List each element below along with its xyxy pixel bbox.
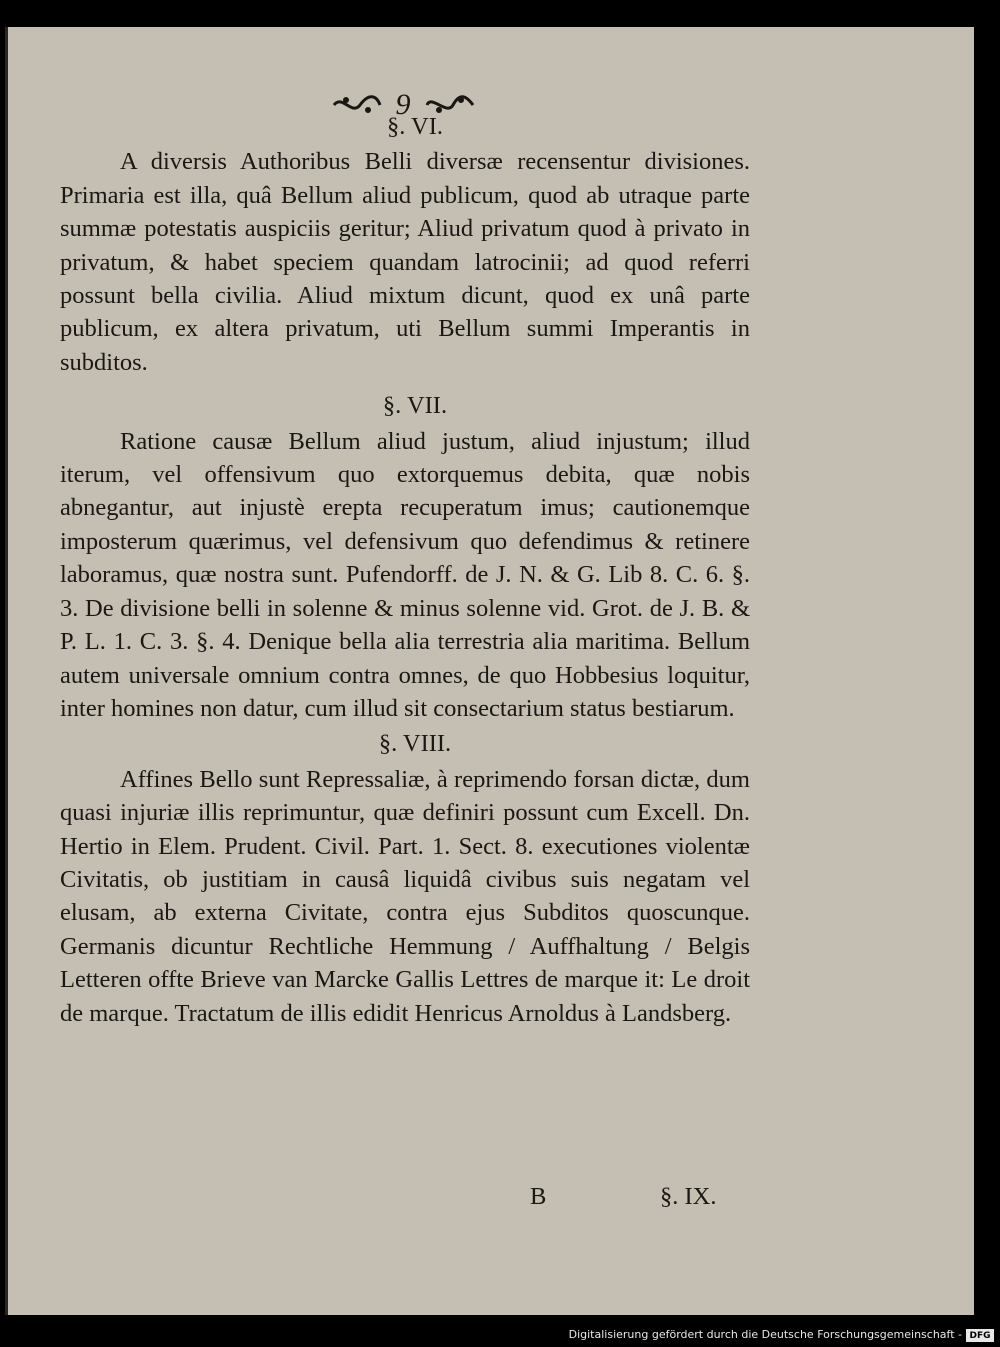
signature-mark: B	[530, 1183, 547, 1210]
dfg-logo: DFG	[966, 1329, 994, 1342]
section-heading-8: §. VIII.	[378, 730, 452, 758]
section-body-7: Ratione causæ Bellum aliud justum, aliud injustum; illud iterum, vel offensivum quo extorquemus debita, quæ nobis abnegantur, aut injustè erepta recuperatum imus; cautionemque imposterum quærimus, vel defensivum quo defendimus & retinere laboramus, quæ nostra sunt. Pufendorff. de J. N. & G. Lib 8. C. 6. §. 3. De divisione belli in solenne & minus solenne vid. Grot. de J. B. & P. L. 1. C. 3. §. 4. Denique bella alia terrestria alia maritima. Bellum autem universale omnium contra omnes, de quo Hobbesius loquitur, inter homines non datur, cum illud sit consectarium status bestiarum.	[60, 427, 750, 722]
catchword: §. IX.	[660, 1183, 717, 1210]
digitization-credit: Digitalisierung gefördert durch die Deutsche Forschungsgemeinschaft -	[568, 1328, 962, 1341]
section-heading-7: §. VII.	[382, 392, 448, 420]
section-heading-6: §. VI.	[386, 113, 444, 140]
page-number: 9	[395, 88, 411, 121]
section-body-6: A diversis Authoribus Belli diversæ recensentur divisiones. Primaria est illa, quâ Bellum aliud publicum, quod ab utraque parte summæ potestatis auspiciis geritur; Aliud privatum quod à privato in privatum, & habet speciem quandam latrocinii; ad quod referri possunt bella civilia. Aliud mixtum dicunt, quod ex unâ parte publicum, ex altera privatum, uti Bellum summi Imperantis in subditos.	[60, 148, 750, 376]
section-body-8: Affines Bello sunt Repressaliæ, à reprimendo forsan dictæ, dum quasi injuriæ illis reprimuntur, quæ definiri possunt cum Excell. Dn. Hertio in Elem. Prudent. Civil. Part. 1. Sect. 8. executiones violentæ Civitatis, ob justitiam in causâ liquidâ civibus suis negatam vel elusam, ab externa Civitate, contra ejus Subditos quoscunque. Germanis dicuntur Rechtliche Hemmung / Auffhaltung / Belgis Letteren offte Brieve van Marcke Gallis Lettres de marque it: Le droit de marque. Tractatum de illis edidit Henricus Arnoldus à Landsberg.	[60, 765, 750, 1027]
main-text	[60, 108, 750, 1030]
